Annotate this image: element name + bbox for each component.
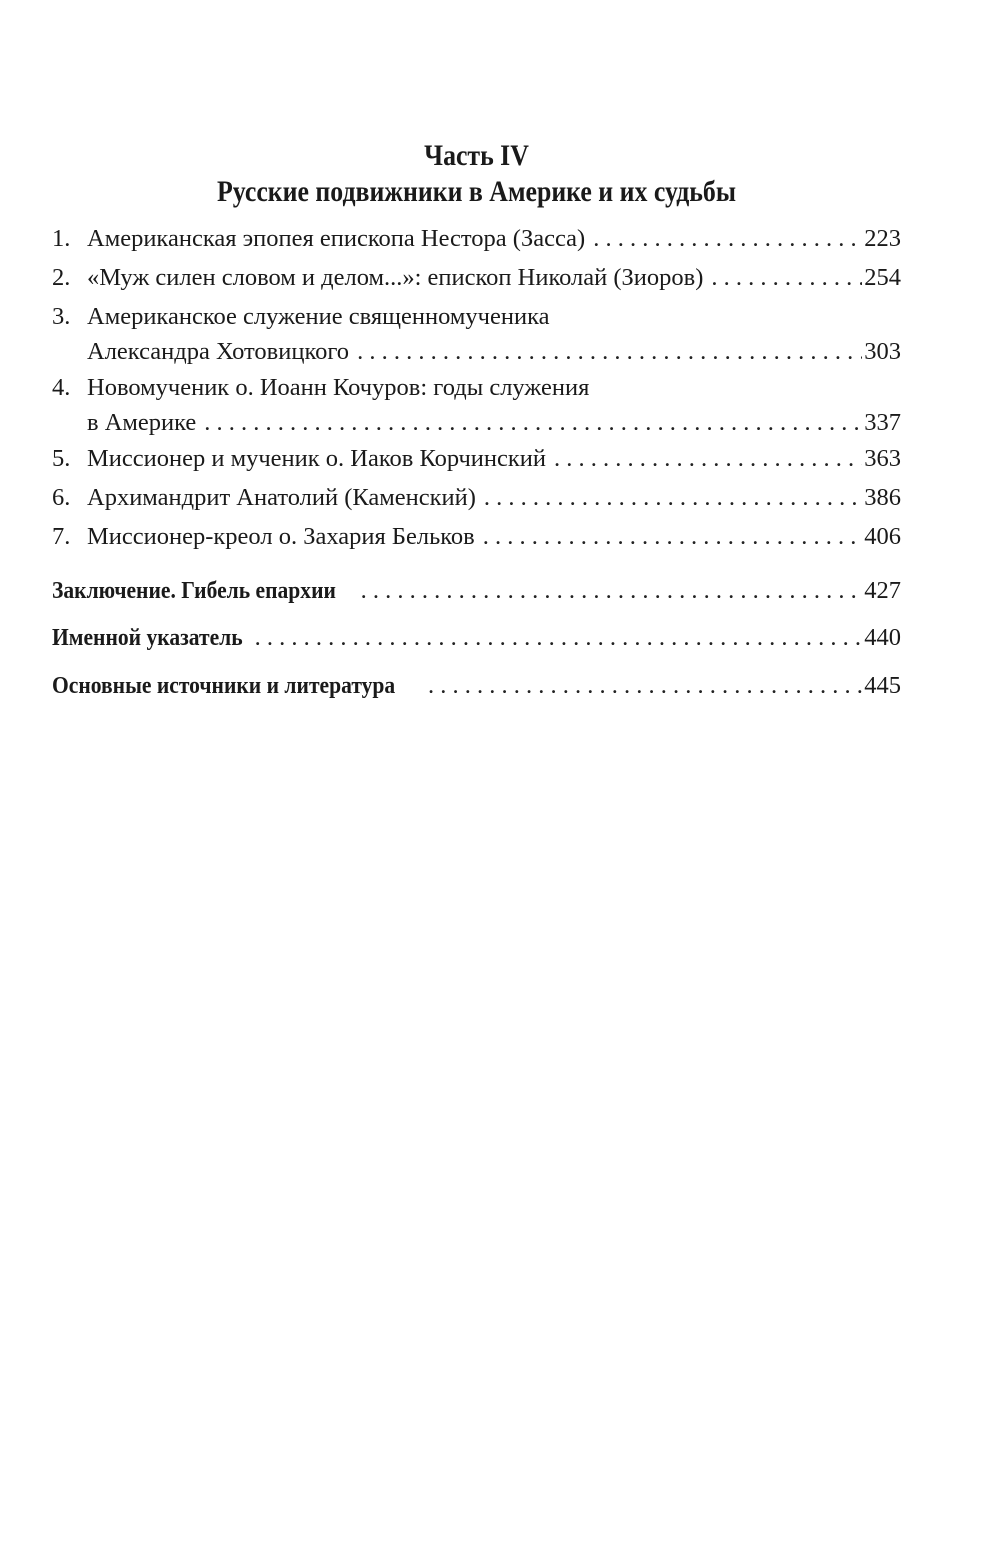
section-title: Именной указатель bbox=[52, 624, 243, 651]
dot-leader bbox=[204, 405, 862, 440]
dot-leader bbox=[593, 221, 862, 256]
page-number: 337 bbox=[864, 409, 901, 436]
toc-entry-chapter-2[interactable] bbox=[52, 260, 901, 295]
chapter-number: 6. bbox=[52, 484, 71, 511]
chapter-number: 3. bbox=[52, 303, 71, 330]
toc-entry-conclusion[interactable] bbox=[52, 573, 901, 608]
chapter-title-line-2: Александра Хотовицкого bbox=[87, 338, 350, 365]
toc-entry-chapter-7[interactable] bbox=[52, 519, 901, 554]
dot-leader bbox=[255, 620, 863, 655]
chapter-title-line-1: Новомученик о. Иоанн Кочуров: годы служения bbox=[87, 374, 590, 401]
toc-entry-chapter-5[interactable] bbox=[52, 441, 901, 476]
section-title: Заключение. Гибель епархии bbox=[52, 577, 336, 604]
toc-entry-chapter-4[interactable] bbox=[52, 370, 901, 440]
page-number: 303 bbox=[864, 338, 901, 365]
page-number: 363 bbox=[864, 445, 901, 472]
page-number: 427 bbox=[864, 577, 901, 604]
dot-leader bbox=[357, 334, 862, 369]
chapter-number: 5. bbox=[52, 445, 71, 472]
page-number: 440 bbox=[864, 624, 901, 651]
chapter-number: 4. bbox=[52, 374, 71, 401]
chapter-title-line-2: в Америке bbox=[87, 409, 197, 436]
chapter-number: 1. bbox=[52, 225, 71, 252]
dot-leader bbox=[428, 668, 862, 703]
part-heading bbox=[111, 138, 841, 210]
chapter-title: Миссионер и мученик о. Иаков Корчинский bbox=[87, 445, 547, 472]
part-title: Русские подвижники в Америке и их судьбы bbox=[217, 175, 736, 208]
chapter-title: «Муж силен словом и делом...»: епископ Николай (Зиоров) bbox=[87, 264, 704, 291]
dot-leader bbox=[483, 519, 863, 554]
dot-leader bbox=[711, 260, 862, 295]
chapter-title: Миссионер-креол о. Захария Бельков bbox=[87, 523, 475, 550]
toc-entry-chapter-6[interactable] bbox=[52, 480, 901, 515]
page-number: 406 bbox=[864, 523, 901, 550]
toc-entry-sources[interactable] bbox=[52, 668, 901, 703]
dot-leader bbox=[554, 441, 862, 476]
toc-entry-chapter-1[interactable] bbox=[52, 221, 901, 256]
chapter-number: 2. bbox=[52, 264, 71, 291]
page-number: 445 bbox=[864, 672, 901, 699]
chapter-title: Американская эпопея епископа Нестора (Засса) bbox=[87, 225, 586, 252]
part-label: Часть IV bbox=[424, 139, 529, 172]
page-number: 386 bbox=[864, 484, 901, 511]
section-title: Основные источники и литература bbox=[52, 672, 396, 699]
chapter-title: Архимандрит Анатолий (Каменский) bbox=[87, 484, 476, 511]
dot-leader bbox=[361, 573, 863, 608]
page-number: 223 bbox=[864, 225, 901, 252]
dot-leader bbox=[484, 480, 862, 515]
page-number: 254 bbox=[864, 264, 901, 291]
chapter-title-line-1: Американское служение священномученика bbox=[87, 303, 550, 330]
chapter-number: 7. bbox=[52, 523, 71, 550]
toc-entry-name-index[interactable] bbox=[52, 620, 901, 655]
toc-entry-chapter-3[interactable] bbox=[52, 299, 901, 369]
